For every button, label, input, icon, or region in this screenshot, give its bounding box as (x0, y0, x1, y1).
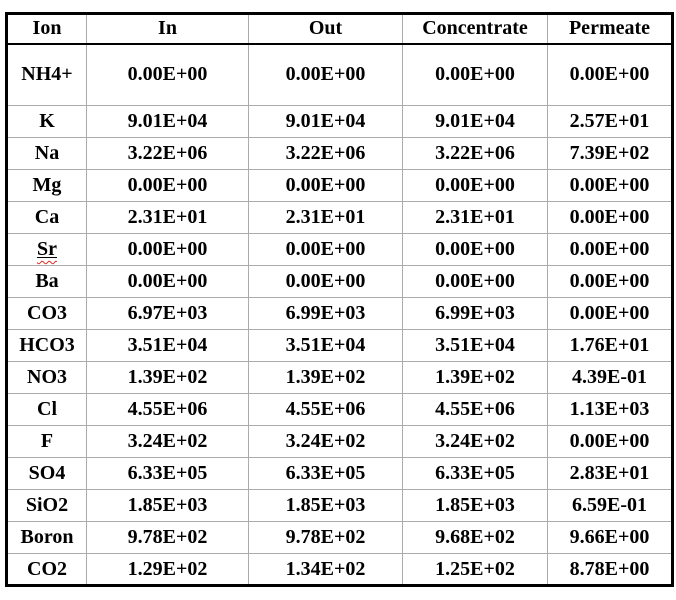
value-cell: 7.39E+02 (548, 138, 673, 170)
value-cell: 9.01E+04 (249, 106, 403, 138)
table-row (7, 106, 673, 138)
table-row (7, 44, 673, 106)
value-cell: 3.24E+02 (249, 426, 403, 458)
table-row (7, 298, 673, 330)
ion-cell: SiO2 (7, 490, 87, 522)
value-cell: 1.76E+01 (548, 330, 673, 362)
value-cell: 1.39E+02 (87, 362, 249, 394)
value-cell: 1.85E+03 (87, 490, 249, 522)
value-cell: 1.39E+02 (403, 362, 548, 394)
ion-concentration-table (5, 12, 674, 587)
value-cell: 0.00E+00 (403, 44, 548, 106)
table-row (7, 362, 673, 394)
ion-cell: CO3 (7, 298, 87, 330)
table-body (7, 44, 673, 586)
column-header-permeate: Permeate (548, 14, 673, 44)
ion-cell: Cl (7, 394, 87, 426)
value-cell: 0.00E+00 (548, 298, 673, 330)
value-cell: 1.29E+02 (87, 554, 249, 586)
value-cell: 6.59E-01 (548, 490, 673, 522)
value-cell: 1.39E+02 (249, 362, 403, 394)
table-row (7, 458, 673, 490)
value-cell: 3.22E+06 (249, 138, 403, 170)
value-cell: 1.85E+03 (249, 490, 403, 522)
value-cell: 0.00E+00 (249, 234, 403, 266)
value-cell: 6.97E+03 (87, 298, 249, 330)
ion-cell: Mg (7, 170, 87, 202)
ion-cell: Ba (7, 266, 87, 298)
spellcheck-underline: Sr (37, 238, 57, 260)
value-cell: 2.57E+01 (548, 106, 673, 138)
value-cell: 3.51E+04 (249, 330, 403, 362)
column-header-concentrate: Concentrate (403, 14, 548, 44)
value-cell: 3.22E+06 (403, 138, 548, 170)
value-cell: 1.85E+03 (403, 490, 548, 522)
value-cell: 9.78E+02 (87, 522, 249, 554)
value-cell: 3.51E+04 (87, 330, 249, 362)
table-row (7, 202, 673, 234)
value-cell: 0.00E+00 (548, 234, 673, 266)
value-cell: 6.33E+05 (249, 458, 403, 490)
ion-cell: HCO3 (7, 330, 87, 362)
value-cell: 0.00E+00 (87, 44, 249, 106)
value-cell: 0.00E+00 (548, 202, 673, 234)
column-header-out: Out (249, 14, 403, 44)
ion-cell: K (7, 106, 87, 138)
table-row (7, 266, 673, 298)
value-cell: 0.00E+00 (548, 266, 673, 298)
value-cell: 0.00E+00 (548, 170, 673, 202)
table-row (7, 522, 673, 554)
value-cell: 9.66E+00 (548, 522, 673, 554)
value-cell: 2.31E+01 (249, 202, 403, 234)
table-row (7, 554, 673, 586)
table-row (7, 394, 673, 426)
value-cell: 4.55E+06 (87, 394, 249, 426)
column-header-ion: Ion (7, 14, 87, 44)
table-row (7, 138, 673, 170)
value-cell: 0.00E+00 (249, 170, 403, 202)
value-cell: 0.00E+00 (548, 426, 673, 458)
value-cell: 0.00E+00 (548, 44, 673, 106)
value-cell: 9.78E+02 (249, 522, 403, 554)
value-cell: 4.55E+06 (403, 394, 548, 426)
value-cell: 6.99E+03 (403, 298, 548, 330)
value-cell: 0.00E+00 (403, 266, 548, 298)
value-cell: 2.31E+01 (87, 202, 249, 234)
value-cell: 2.83E+01 (548, 458, 673, 490)
value-cell: 2.31E+01 (403, 202, 548, 234)
value-cell: 6.33E+05 (87, 458, 249, 490)
column-header-in: In (87, 14, 249, 44)
value-cell: 6.99E+03 (249, 298, 403, 330)
ion-cell: Boron (7, 522, 87, 554)
ion-cell: NH4+ (7, 44, 87, 106)
table-row (7, 490, 673, 522)
value-cell: 3.24E+02 (403, 426, 548, 458)
value-cell: 9.01E+04 (87, 106, 249, 138)
value-cell: 8.78E+00 (548, 554, 673, 586)
header-row (7, 14, 673, 44)
ion-cell: Ca (7, 202, 87, 234)
table-row (7, 330, 673, 362)
value-cell: 4.55E+06 (249, 394, 403, 426)
ion-cell: NO3 (7, 362, 87, 394)
value-cell: 0.00E+00 (403, 170, 548, 202)
value-cell: 0.00E+00 (403, 234, 548, 266)
value-cell: 0.00E+00 (87, 234, 249, 266)
value-cell: 3.22E+06 (87, 138, 249, 170)
ion-cell: SO4 (7, 458, 87, 490)
value-cell: 0.00E+00 (87, 266, 249, 298)
value-cell: 3.51E+04 (403, 330, 548, 362)
value-cell: 9.01E+04 (403, 106, 548, 138)
table-row (7, 426, 673, 458)
ion-cell: Na (7, 138, 87, 170)
value-cell: 1.34E+02 (249, 554, 403, 586)
value-cell: 0.00E+00 (249, 44, 403, 106)
value-cell: 1.13E+03 (548, 394, 673, 426)
table-row (7, 234, 673, 266)
ion-cell (7, 234, 87, 266)
value-cell: 9.68E+02 (403, 522, 548, 554)
ion-cell: CO2 (7, 554, 87, 586)
value-cell: 1.25E+02 (403, 554, 548, 586)
value-cell: 3.24E+02 (87, 426, 249, 458)
table-row (7, 170, 673, 202)
value-cell: 0.00E+00 (87, 170, 249, 202)
value-cell: 0.00E+00 (249, 266, 403, 298)
value-cell: 4.39E-01 (548, 362, 673, 394)
ion-cell: F (7, 426, 87, 458)
value-cell: 6.33E+05 (403, 458, 548, 490)
